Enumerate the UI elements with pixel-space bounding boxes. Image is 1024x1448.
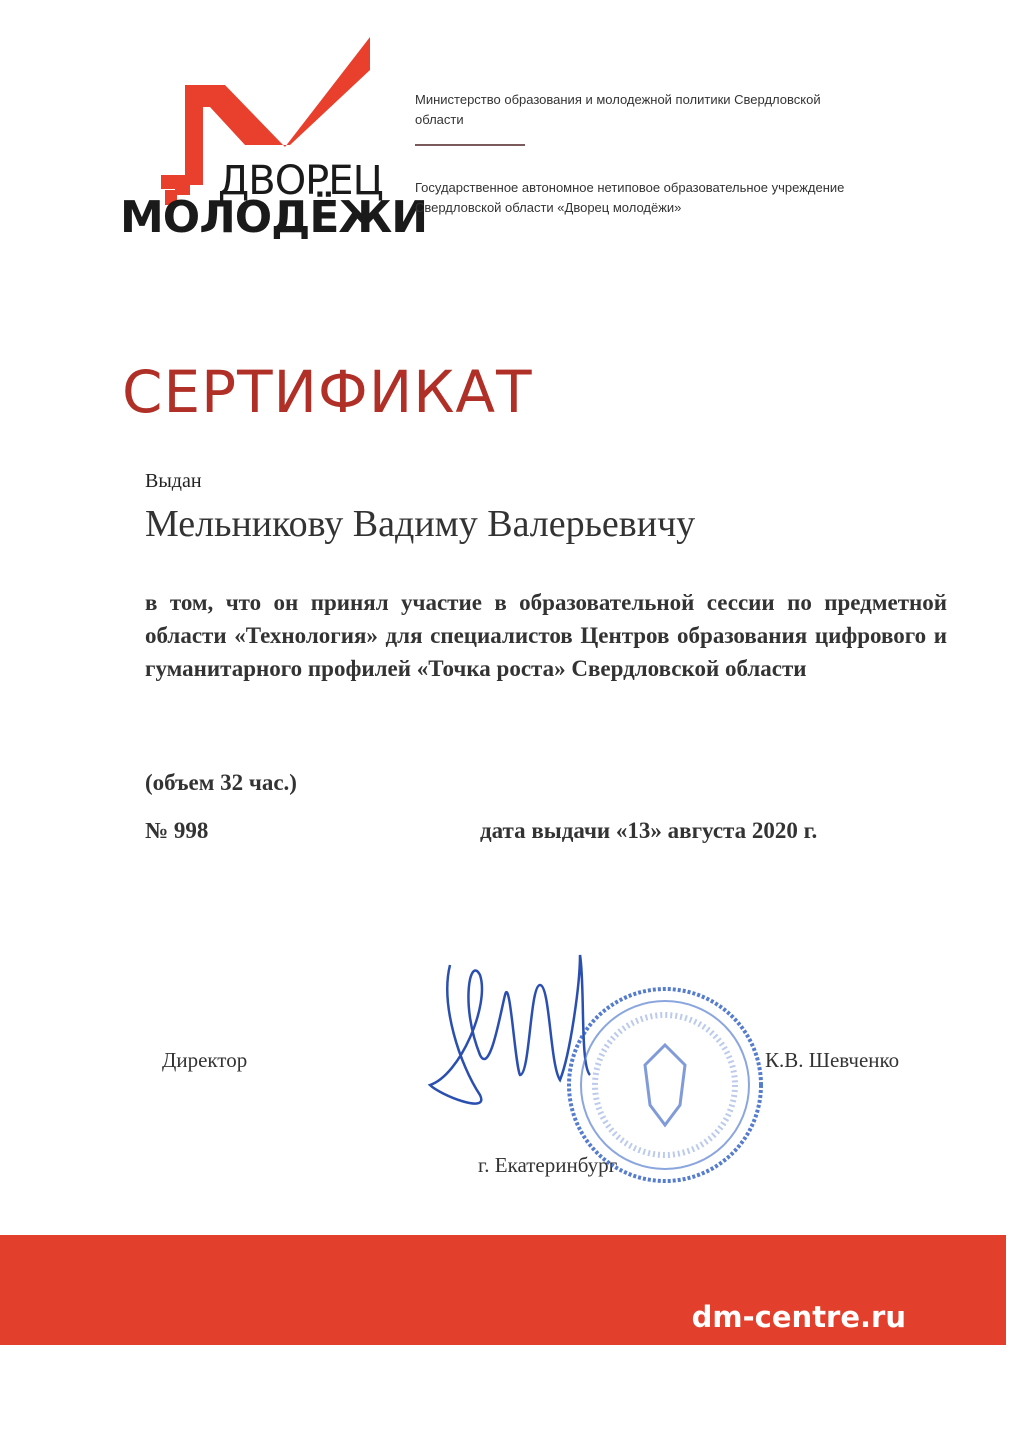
- certificate-title: СЕРТИФИКАТ: [122, 358, 533, 426]
- director-name: К.В. Шевченко: [765, 1048, 900, 1072]
- logo-text-dvorets: ДВОРЕЦ: [218, 158, 383, 204]
- official-stamp-icon: [565, 985, 765, 1185]
- header-divider: [415, 144, 525, 146]
- issued-label: Выдан: [145, 470, 202, 492]
- director-label: Директор: [162, 1048, 248, 1072]
- ministry-name: Министерство образования и молодежной политики Свердловской области: [415, 92, 821, 127]
- course-volume: (объем 32 час.): [145, 770, 297, 795]
- certificate-body: в том, что он принял участие в образовательной сессии по предметной области «Технология» для специалистов Центров образования цифрового и гуманитарного профилей «Точка роста» Свердловской области: [145, 590, 947, 681]
- website-link[interactable]: dm-centre.ru: [691, 1300, 906, 1334]
- recipient-name: Мельникову Вадиму Валерьевичу: [145, 503, 696, 545]
- logo-text-molodezhi: МОЛОДЁЖИ: [120, 192, 428, 243]
- city: г. Екатеринбург: [478, 1153, 618, 1177]
- issue-date: дата выдачи «13» августа 2020 г.: [480, 818, 818, 843]
- certificate-number: № 998: [145, 818, 209, 843]
- institution-name: Государственное автономное нетиповое образовательное учреждение Свердловской области «Дворец молодёжи»: [415, 180, 845, 215]
